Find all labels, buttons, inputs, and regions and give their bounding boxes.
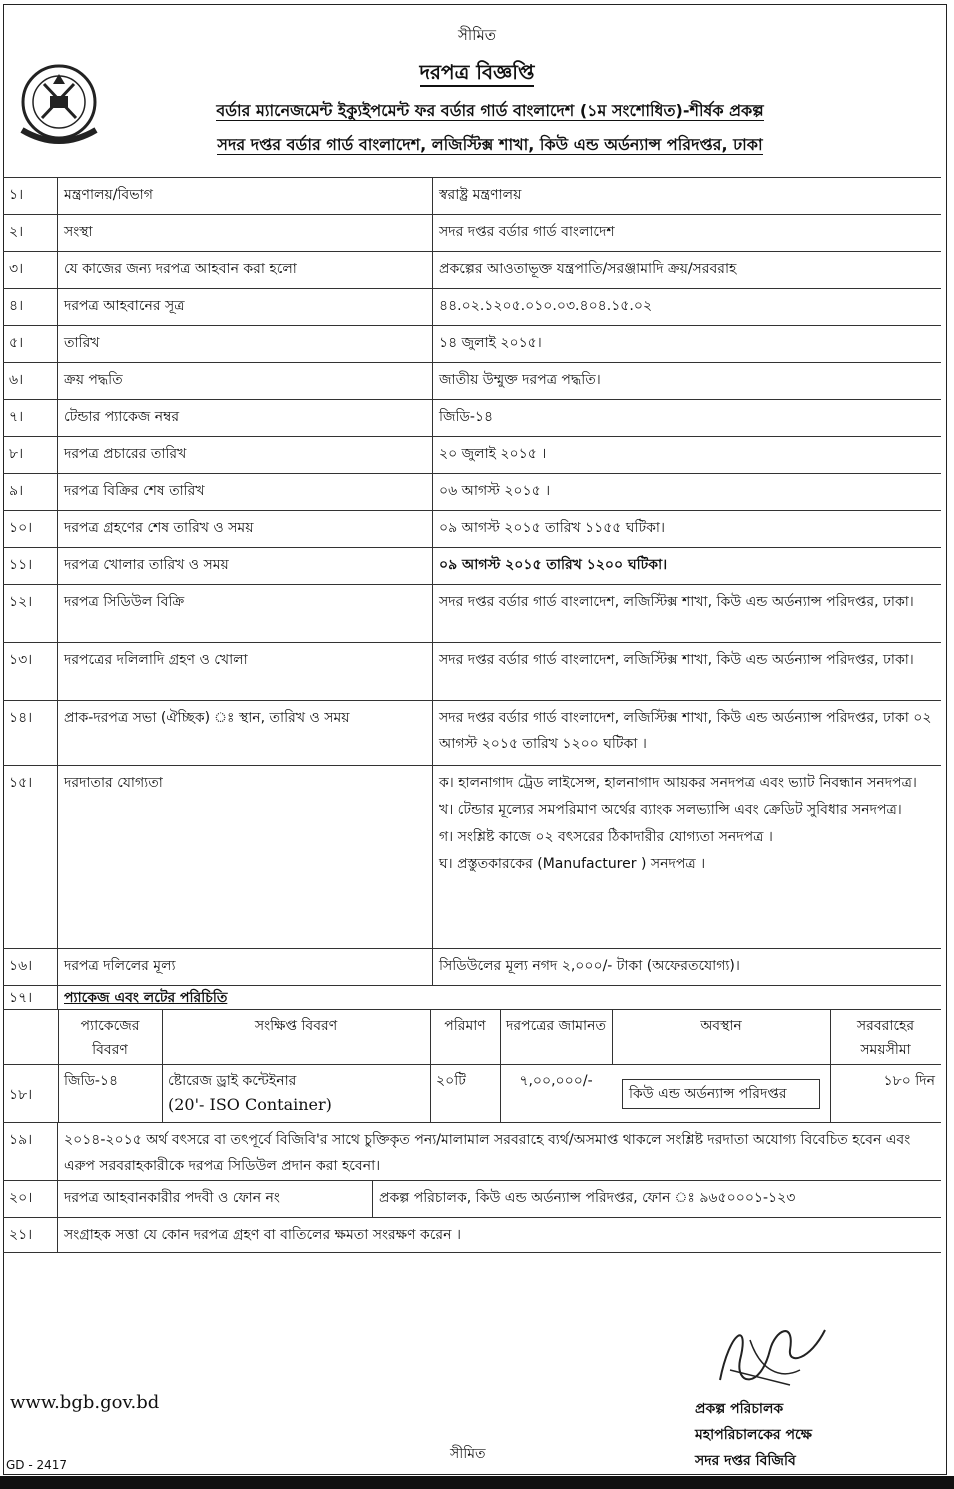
package-header-cell: দরপত্রের জামানত [506, 1018, 606, 1034]
row-number: ১৭। [3, 986, 58, 1009]
row-number: ৭। [3, 400, 58, 436]
row-item: দরপত্র সিডিউল বিক্রি [58, 585, 433, 642]
row-item: দরপত্র বিক্রির শেষ তারিখ [58, 474, 433, 510]
row-number: ১২। [3, 585, 58, 642]
column-divider [430, 1010, 431, 1064]
row-number: ২১। [3, 1218, 58, 1252]
row-value: প্রকল্পের আওতাভূক্ত যন্ত্রপাতি/সরঞ্জামাদি ক্রয়/সরবরাহ [439, 261, 737, 277]
package-cell [162, 1065, 430, 1121]
qualification-item: খ। টেন্ডার মূল্যের সমপরিমাণ অর্থের ব্যাংক সলভ্যান্সি এবং ক্রেডিট সুবিধার সনদপত্র। [439, 802, 902, 818]
table-row [3, 251, 941, 288]
row-number: ৯। [3, 474, 58, 510]
row-item: প্রাক-দরপত্র সভা (ঐচ্ছিক) ঃ স্থান, তারিখ ও সময় [58, 701, 433, 765]
website-url: www.bgb.gov.bd [10, 1392, 160, 1413]
table-row [3, 362, 941, 399]
table-row [3, 642, 941, 700]
signature-title: প্রকল্প পরিচালক [695, 1401, 784, 1417]
row-number: ১। [3, 178, 58, 214]
row-item: দরদাতার যোগ্যতা [58, 766, 433, 948]
qualification-item: ঘ। প্রস্তুতকারকের (Manufacturer ) সনদপত্র । [439, 856, 706, 872]
column-divider [162, 1065, 163, 1122]
table-row [3, 399, 941, 436]
row-item: দরপত্র আহবানের সূত্র [58, 289, 433, 325]
package-cell: জিডি-১৪ [64, 1073, 119, 1089]
row-value: জিডি-১৪ [439, 409, 494, 425]
table-row [3, 325, 941, 362]
row-item: ক্রয় পদ্ধতি [58, 363, 433, 399]
table-row [3, 948, 941, 985]
column-divider [58, 1010, 59, 1064]
row-number: ১৪। [3, 701, 58, 765]
row-number: ৬। [3, 363, 58, 399]
gd-code: GD - 2417 [6, 1458, 68, 1472]
row-value: সদর দপ্তর বর্ডার গার্ড বাংলাদেশ, লজিস্টিক্স শাখা, কিউ এন্ড অর্ডন্যান্স পরিদপ্তর, ঢাকা। [439, 594, 914, 610]
row-number: ৪। [3, 289, 58, 325]
signature-office: সদর দপ্তর বিজিবি [695, 1453, 796, 1469]
row-value: ৪৪.০২.১২০৫.০১০.০৩.৪০৪.১৫.০২ [439, 298, 653, 314]
package-cell: ২০টি [436, 1073, 466, 1089]
row-item: টেন্ডার প্যাকেজ নম্বর [58, 400, 433, 436]
package-title-row [3, 985, 941, 1009]
column-divider [612, 1010, 613, 1064]
package-cell: ৭,০০,০০০/- [519, 1073, 593, 1089]
classification-top: সীমিত [457, 26, 497, 44]
package-header-cell: পরিমাণ [444, 1018, 486, 1034]
table-row [3, 177, 941, 214]
column-divider [500, 1010, 501, 1064]
package-title: প্যাকেজ এবং লটের পরিচিতি [64, 990, 228, 1006]
row-item: দরপত্র প্রচারের তারিখ [58, 437, 433, 473]
row-value: সদর দপ্তর বর্ডার গার্ড বাংলাদেশ [439, 224, 615, 240]
row-number: ৫। [3, 326, 58, 362]
table-row [3, 700, 941, 765]
row-number: ১১। [3, 548, 58, 584]
table-row [3, 473, 941, 510]
classification-bottom: সীমিত [450, 1446, 486, 1462]
row-item: দরপত্র দলিলের মূল্য [58, 949, 433, 985]
row-item: যে কাজের জন্য দরপত্র আহবান করা হলো [58, 252, 433, 288]
table-row [3, 1180, 941, 1217]
table-row [3, 288, 941, 325]
column-divider [430, 1065, 431, 1122]
bgb-emblem [12, 60, 107, 145]
column-divider [162, 1010, 163, 1064]
row-value: ২০ জুলাই ২০১৫ । [439, 446, 547, 462]
signature-behalf: মহাপরিচালকের পক্ষে [695, 1427, 812, 1443]
column-divider [58, 1065, 59, 1122]
table-row [3, 1217, 941, 1253]
row-item: দরপত্র আহবানকারীর পদবী ও ফোন নং [58, 1181, 373, 1217]
column-divider [830, 1065, 831, 1122]
package-cell: ১৮০ দিন [883, 1073, 935, 1089]
row-value: ০৯ আগস্ট ২০১৫ তারিখ ১২০০ ঘটিকা। [439, 557, 668, 573]
bottom-border [0, 1476, 954, 1489]
package-header-cell: সংক্ষিপ্ত বিবরণ [254, 1018, 338, 1034]
row-value: সদর দপ্তর বর্ডার গার্ড বাংলাদেশ, লজিস্টিক্স শাখা, কিউ এন্ড অর্ডন্যান্স পরিদপ্তর, ঢাকা। [439, 652, 914, 668]
package-cell: কিউ এন্ড অর্ডন্যান্স পরিদপ্তর [622, 1079, 820, 1109]
table-row [3, 547, 941, 584]
table-row [3, 584, 941, 642]
row-number: ১৯। [3, 1123, 58, 1180]
qualification-item: ক। হালনাগাদ ট্রেড লাইসেন্স, হালনাগাদ আয়কর সনদপত্র এবং ভ্যাট নিবন্ধান সনদপত্র। [439, 775, 917, 791]
package-header-row [3, 1009, 941, 1064]
office-line: সদর দপ্তর বর্ডার গার্ড বাংলাদেশ, লজিস্টিক্স শাখা, কিউ এন্ড অর্ডন্যান্স পরিদপ্তর, ঢাকা [217, 135, 763, 154]
package-description-en: (20'- ISO Container) [168, 1095, 332, 1114]
package-header-cell: সরবরাহের সময়সীমা [856, 1018, 915, 1058]
package-description: ষ্টোরেজ ড্রাই কন্টেইনার [168, 1073, 297, 1089]
table-row [3, 510, 941, 547]
row-item: সংস্থা [58, 215, 433, 251]
row-value: সিডিউলের মূল্য নগদ ২,০০০/- টাকা (অফেরতযোগ্য)। [439, 958, 740, 974]
notice-title: দরপত্র বিজ্ঞপ্তি [0, 58, 954, 91]
row-text: সংগ্রাহক সত্তা যে কোন দরপত্র গ্রহণ বা বাতিলের ক্ষমতা সংরক্ষণ করেন । [64, 1227, 461, 1243]
column-divider [500, 1065, 501, 1122]
row-item: মন্ত্রণালয়/বিভাগ [58, 178, 433, 214]
row-number: ১০। [3, 511, 58, 547]
package-header-cell: অবস্থান [700, 1018, 742, 1034]
row-value: সদর দপ্তর বর্ডার গার্ড বাংলাদেশ, লজিস্টিক্স শাখা, কিউ এন্ড অর্ডন্যান্স পরিদপ্তর, ঢাকা ০২ আগস্ট ২০১৫ তারিখ ১২০০ ঘটিকা । [439, 710, 932, 752]
row-value: ০৯ আগস্ট ২০১৫ তারিখ ১১৫৫ ঘটিকা। [439, 520, 665, 536]
row-value: ০৬ আগস্ট ২০১৫ । [439, 483, 551, 499]
row-value: স্বরাষ্ট্র মন্ত্রণালয় [439, 187, 522, 203]
row-value: প্রকল্প পরিচালক, কিউ এন্ড অর্ডন্যান্স পরিদপ্তর, ফোন ঃ ৯৬৫০০০১-১২৩ [379, 1190, 796, 1206]
row-number: ১৬। [3, 949, 58, 985]
table-row [3, 765, 941, 948]
package-data-row [3, 1064, 941, 1122]
row-item: তারিখ [58, 326, 433, 362]
row-number: ২০। [3, 1181, 58, 1217]
project-line: বর্ডার ম্যানেজমেন্ট ইক্যুইপমেন্ট ফর বর্ডার গার্ড বাংলাদেশ (১ম সংশোধিত)-শীর্ষক প্রকল্প [216, 101, 764, 120]
row-item: দরপত্রের দলিলাদি গ্রহণ ও খোলা [58, 643, 433, 700]
signature-image [700, 1310, 840, 1400]
row-value: ১৪ জুলাই ২০১৫। [439, 335, 542, 351]
row-number: ১৩। [3, 643, 58, 700]
row-item: দরপত্র খোলার তারিখ ও সময় [58, 548, 433, 584]
row-number: ১৫। [3, 766, 58, 948]
table-row [3, 436, 941, 473]
column-divider [830, 1010, 831, 1064]
qualification-list [433, 766, 941, 948]
row-number: ২। [3, 215, 58, 251]
row-text: ২০১৪-২০১৫ অর্থ বৎসরে বা তৎপূর্বে বিজিবি'র সাথে চুক্তিকৃত পন্য/মালামাল সরবরাহে ব্যর্থ/অসমাপ্ত থাকলে সংশ্লিষ্ট দরদাতা অযোগ্য বিবেচিত হবেন এবং এরুপ সরবরাহকারীকে দরপত্র সিডিউল প্রদান করা হবেনা। [64, 1132, 911, 1174]
signature-block [695, 1396, 812, 1474]
table-row [3, 214, 941, 251]
row-number: ১৮। [9, 1087, 33, 1103]
row-item: দরপত্র গ্রহণের শেষ তারিখ ও সময় [58, 511, 433, 547]
row-number: ৮। [3, 437, 58, 473]
row-value: জাতীয় উম্মুক্ত দরপত্র পদ্ধতি। [439, 372, 601, 388]
row-number: ৩। [3, 252, 58, 288]
qualification-item: গ। সংশ্লিষ্ট কাজে ০২ বৎসরের ঠিকাদারীর যোগ্যতা সনদপত্র । [439, 829, 773, 845]
package-header-cell: প্যাকেজের বিবরণ [80, 1018, 140, 1058]
table-row [3, 1122, 941, 1180]
